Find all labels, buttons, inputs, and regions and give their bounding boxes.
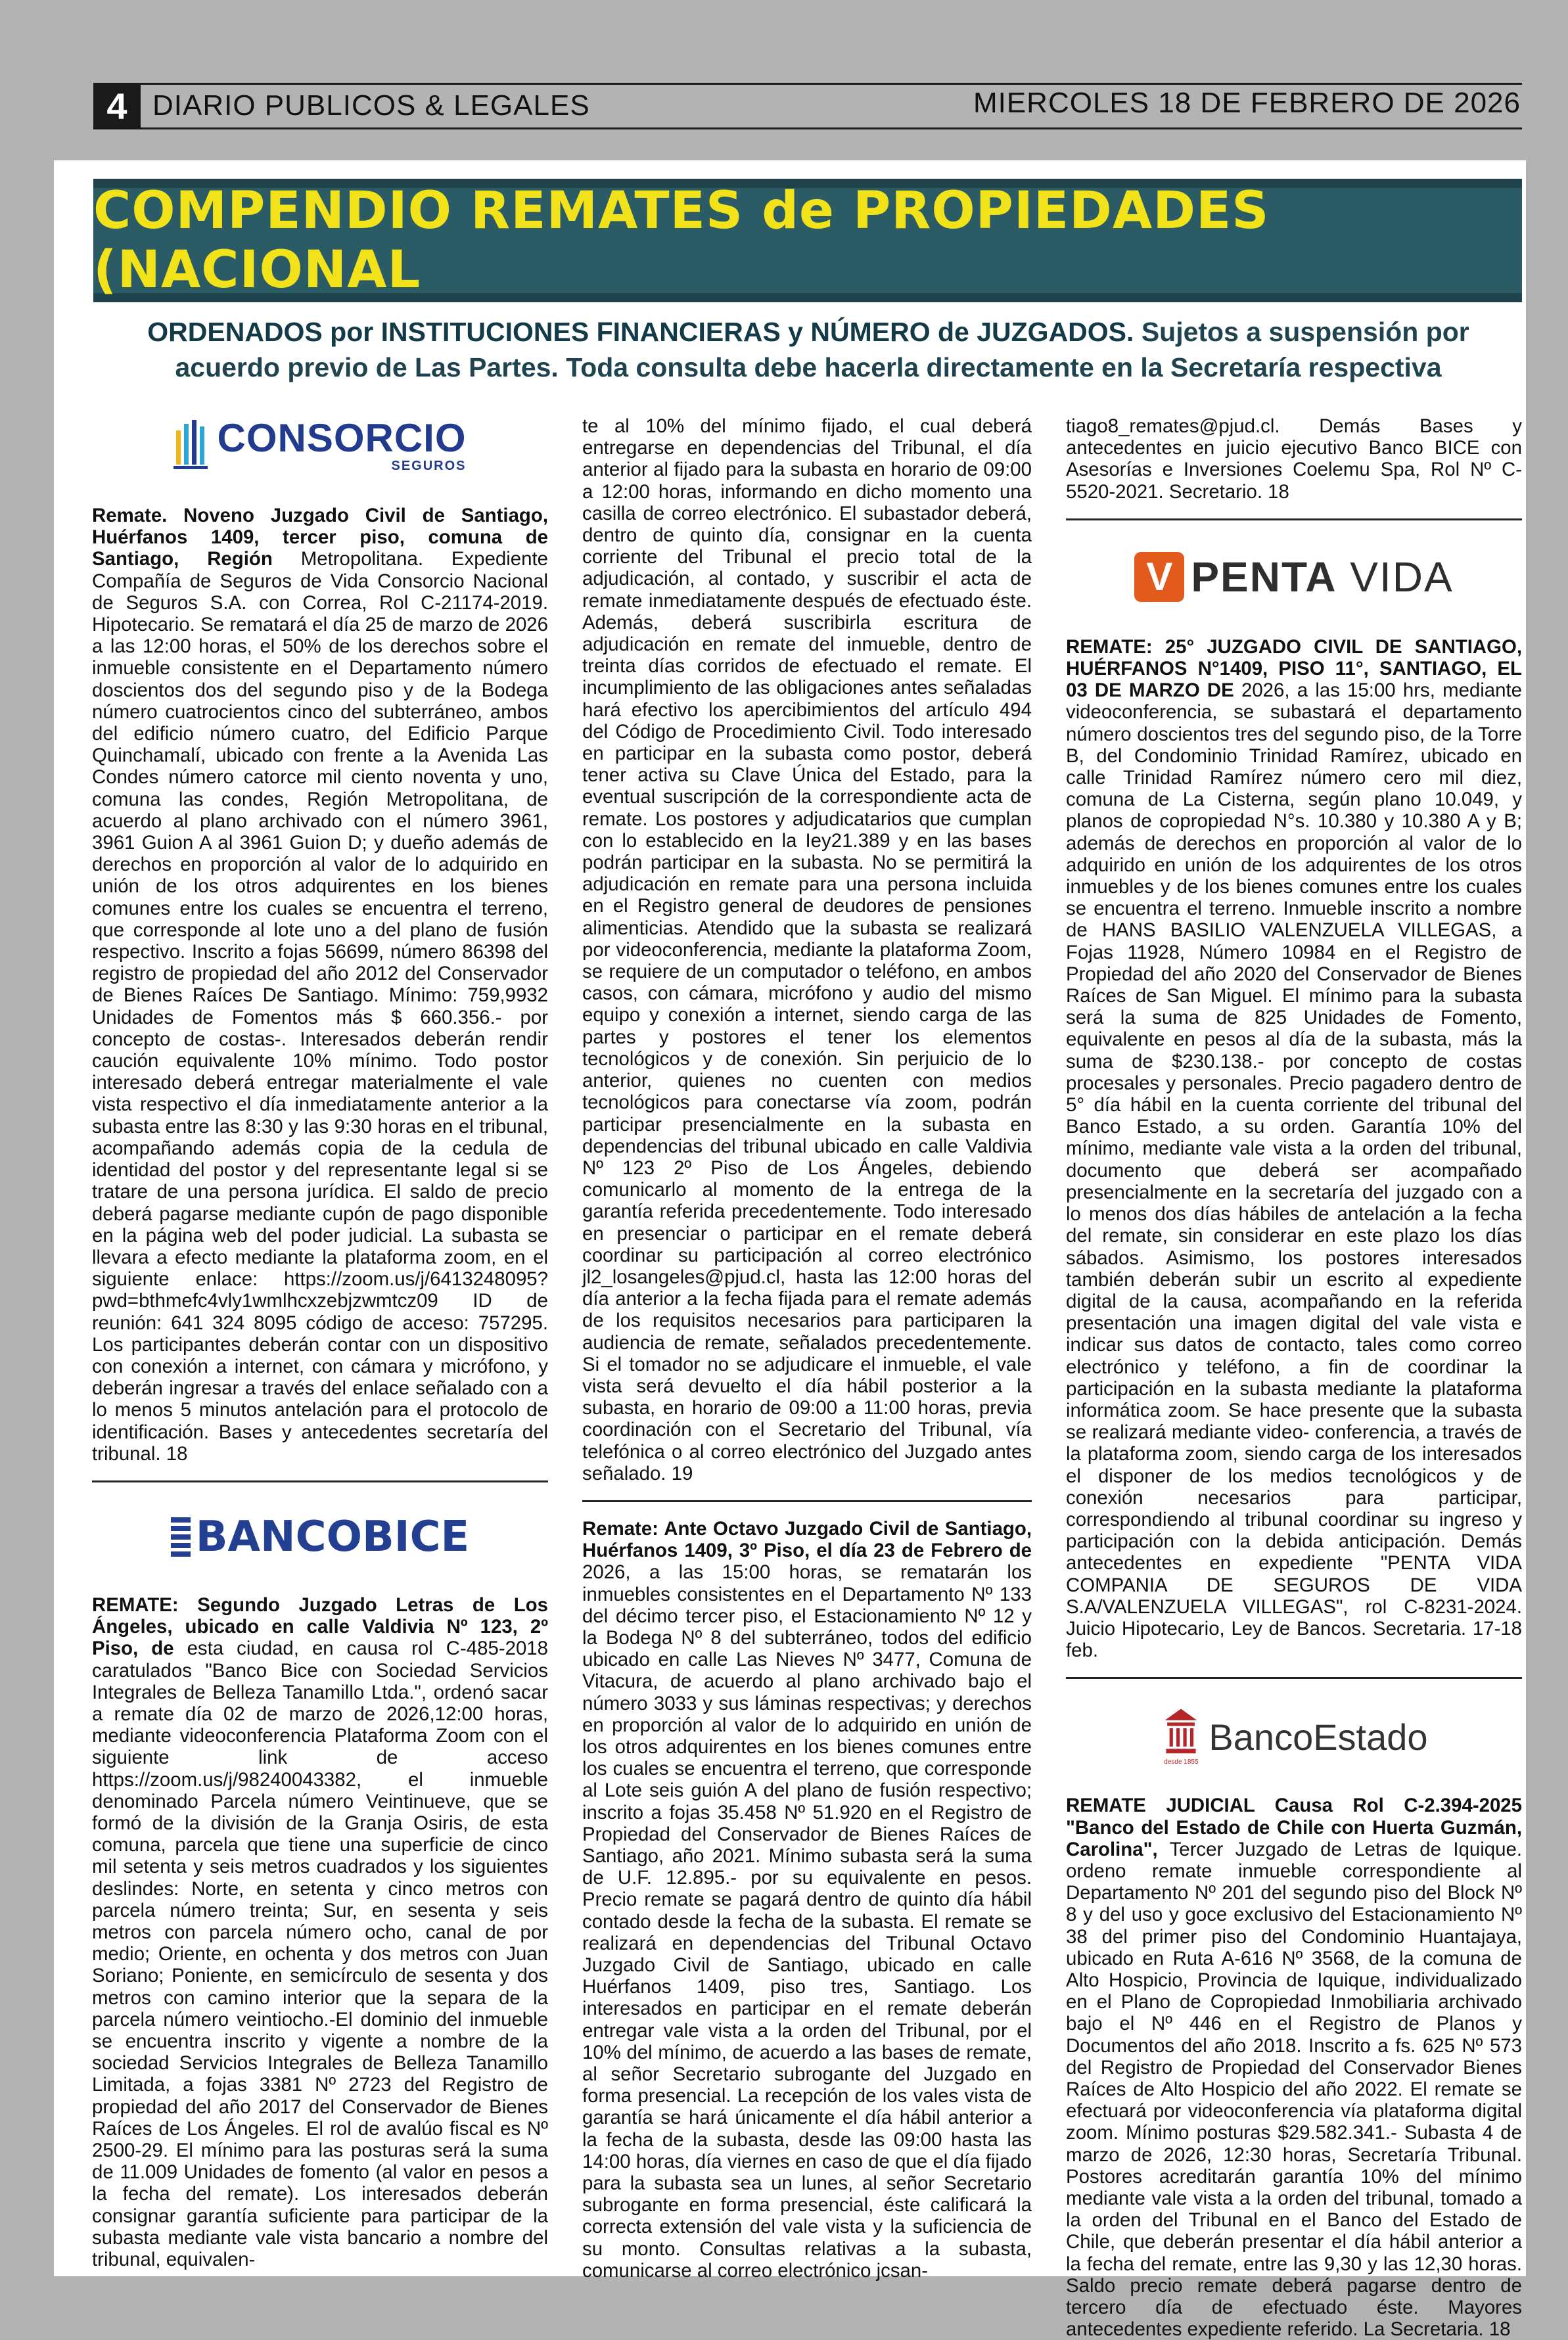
consorcio-columns-icon (173, 419, 210, 472)
notice-octavo-continued: tiago8_remates@pjud.cl. Demás Bases y antecedentes en juicio ejecutivo Banco BICE con Asesorías e Inversiones Coelemu Spa, Rol Nº C-5520-2021. Secretario. 18 (1066, 415, 1522, 503)
divider (92, 1480, 548, 1482)
notice-consorcio (92, 505, 548, 1465)
header-rule-top (93, 83, 1522, 85)
bancoestado-logo-name: BancoEstado (1209, 1716, 1428, 1758)
divider (1066, 1677, 1522, 1679)
page-number: 4 (93, 83, 141, 129)
bancobice-logo-name: BANCOBICE (195, 1512, 470, 1561)
section-title: COMPENDIO REMATES de PROPIEDADES (NACIONAL (93, 181, 1270, 300)
section-banner (93, 179, 1522, 302)
notice-bice-body: esta ciudad, en causa rol C-485-2018 caratulados "Banco Bice con Sociedad Servicios Integrales de Belleza Tanamillo Ltda.", ordenó sacar a remate día 02 de marzo de 2026,12:00 horas, mediante videoconferencia Plataforma Zoom con el siguiente link de acceso https://zoom.us/j/98240043382, el inmueble denominado Parcela número Veintinueve, que se formó de la división de la Granja Osiris, de esta comuna, parcela que tiene una superficie de cinco mil setenta y seis metros cuadrados y los siguientes deslindes: Norte, en setenta y cinco metros con parcela número treinta; Sur, en sesenta y seis metros con parcela número ocho, canal de por medio; Oriente, en ochenta y dos metros con Juan Soriano; Poniente, en semicírculo de sesenta y dos metros con camino interior que la separa de la parcela número veintiocho.-El dominio del inmueble se encuentra inscrito y vigente a nombre de la sociedad Servicios Integrales de Belleza Tanamillo Limitada, a fojas 3381 Nº 2723 del Registro de propiedad del año 2017 del Conservador de Bienes Raíces de Los Ángeles. El rol de avalúo fiscal es Nº 2500-29. El mínimo para las posturas será la suma de 11.009 Unidades de fomento (al valor en pesos a la fecha del remate). Los interesados deberán consignar garantía suficiente para participar de la subasta mediante vale vista bancario a nombre del tribunal, equivalen- (92, 1638, 548, 2271)
bancoestado-logo (1066, 1705, 1522, 1768)
notice-octavo (582, 1518, 1032, 2282)
notice-bice-continued: te al 10% del mínimo fijado, el cual deberá entregarse en dependencias del Tribunal, el día anterior al fijado para la subasta en horario de 09:00 a 12:00 horas, informando en dicho momento una casilla de correo electrónico. El subastador deberá, dentro de quinto día, consignar en la cuenta corriente del Tribunal el precio total de la adjudicación, al contado, y suscribir el acta de remate inmediatamente después de efectuado éste. Además, deberá suscribirla escritura de adjudicación en remate del inmueble, dentro de treinta días corridos de efectuado el remate. El incumplimiento de las obligaciones antes señaladas hará efectivo los apercibimientos del artículo 494 del Código de Procedimiento Civil. Todo interesado en participar en la subasta como postor, deberá tener activa su Clave Única del Estado, para la eventual suscripción de la correspondiente acta de remate. Los postores y adjudicatarios que cumplan con lo establecido en la Iey21.389 y en las bases podrán participar en la subasta. No se permitirá la adjudicación en remate para una persona incluida en el Registro general de deudores de pensiones alimenticias. Atendido que la subasta se realizará por videoconferencia, mediante la plataforma Zoom, se requiere de un computador o teléfono, en ambos casos, con cámara, micrófono y audio del mismo equipo y conexión a internet, siendo carga de las partes y postores el tener los elementos tecnológicos y de conexión. Sin perjuicio de lo anterior, quienes no cuenten con medios tecnológicos para conectarse vía zoom, podrán participar presencialmente en la subasta en dependencias del tribunal ubicado en calle Valdivia Nº 123 2º Piso de Los Ángeles, debiendo comunicarlo al momento de la entrega de la garantía referida precedentemente. Todo interesado en presenciar o participar en el remate deberá coordinar su participación al correo electrónico jl2_losangeles@pjud.cl, hasta las 12:00 horas del día anterior a la fecha fijada para el remate además de los requisitos necesarios para participaren la audiencia de remate, señalados precedentemente. Si el tomador no se adjudicare el inmueble, el vale vista será devuelto el día hábil posterior a la subasta, en horario de 09:00 a 11:00 horas, previa coordinación con el Secretario del Tribunal, vía telefónica o al correo electrónico del Juzgado antes señalado. 19 (582, 415, 1032, 1484)
notice-bancoestado-lead: REMATE JUDICIAL Causa Rol C-2.394-2025 "Banco del Estado de Chile con Huerta Guzmán, Carolina", (1066, 1795, 1522, 1860)
column-3 (1066, 415, 1522, 2340)
issue-date: MIERCOLES 18 DE FEBRERO DE 2026 (973, 87, 1521, 119)
notice-bancoestado-body: Tercer Juzgado de Letras de Iquique. ordeno remate inmueble correspondiente al Departamento Nº 201 del segundo piso del Block Nº 8 y del uso y goce exclusivo del Estacionamiento Nº 38 del primer piso del Condominio Huantajaya, ubicado en Ruta A-616 Nº 3568, de la comuna de Alto Hospicio, Provincia de Iquique, individualizado en el Plano de Copropiedad Inmobiliaria archivado bajo el Nº 446 en el Registro de Planos y Documentos del año 2018. Inscrito a fs. 625 Nº 573 del Registro de Propiedad del Conservador Bienes Raíces de Alto Hospicio del año 2022. El remate se efectuará por videoconferencia vía plataforma digital zoom. Mínimo posturas $29.582.341.- Subasta 4 de marzo de 2026, 12:30 horas, Secretaría Tribunal. Postores acreditarán garantía 10% del mínimo mediante vale vista a la orden del tribunal, tomado a la orden del Tribunal en el Banco del Estado de Chile, que deberán presentar el día hábil anterior a la fecha del remate, entre las 9,30 y las 12,30 horas. Saldo precio remate deberá pagarse dentro de tercero día de efectuado éste. Mayores antecedentes expediente referido. La Secretaria. 18 (1066, 1838, 1522, 2340)
header-rule-bottom (93, 127, 1522, 129)
notice-octavo-lead: Remate: Ante Octavo Juzgado Civil de Santiago, Huérfanos 1409, 3º Piso, el día 23 de Febrero de (582, 1517, 1032, 1562)
divider (582, 1500, 1032, 1502)
bancobice-logo (92, 1509, 548, 1565)
pentavida-logo-name: PENTA VIDA (1191, 553, 1454, 601)
divider (1066, 518, 1522, 520)
section-subheading (105, 314, 1511, 385)
notice-bice (92, 1594, 548, 2270)
consorcio-logo (92, 415, 548, 476)
consorcio-logo-sub: SEGUROS (391, 458, 467, 473)
notice-octavo-body: 2026, a las 15:00 horas, se rematarán los inmuebles consistentes en el Departamento Nº 133 del décimo tercer piso, el Estacionamiento Nº 12 y la Bodega Nº 8 del subterráneo, todos del edificio ubicado en calle Las Nieves Nº 3477, Comuna de Vitacura, de acuerdo al plano archivado bajo el número 3033 y sus láminas respectivas; y derechos en proporción al valor de lo adquirido en unión de los otros adquirentes en los bienes comunes entre los cuales se encuentra el terreno, que corresponde al Lote seis guión A del plano de fusión respectivo; inscrito a fojas 35.458 Nº 51.920 en el Registro de Propiedad del Conservador de Bienes Raíces de Santiago, año 2021. Mínimo subasta será la suma de U.F. 12.895.- por su equivalente en pesos. Precio remate se pagará dentro de quinto día hábil contado desde la fecha de la subasta. El remate se realizará en dependencias del Tribunal Octavo Juzgado Civil de Santiago, ubicado en calle Huérfanos 1409, piso tres, Santiago. Los interesados en participar en el remate deberán entregar vale vista a la orden del Tribunal, por el 10% del mínimo, de acuerdo a las bases de remate, al señor Secretario subrogante del Juzgado en forma presencial. La recepción de los vales vista de garantía se hará únicamente el día hábil anterior a la fecha de la subasta, desde las 09:00 hasta las 14:00 horas, día viernes en caso de que el día fijado para la subasta sea un lunes, al señor Secretario subrogante en forma presencial, éste calificará la correcta extensión del vale vista y la suficiencia de su monto. Consultas relativas a la subasta, comunicarse al correo electrónico jcsan- (582, 1561, 1032, 2282)
notice-consorcio-lead: Remate. Noveno Juzgado Civil de Santiago, Huérfanos 1409, tercer piso, comuna de Santiago, Región (92, 505, 548, 570)
notice-pentavida-body: 2026, a las 15:00 hrs, mediante videoconferencia, se subastará el departamento número doscientos tres del segundo piso, de la Torre B, del Condominio Trinidad Ramírez, ubicado en calle Trinidad Ramírez número cero mil diez, comuna de La Cisterna, según plano 10.049, y planos de copropiedad N°s. 10.380 y 10.380 A y B; además de derechos en proporción al valor de lo adquirido en unión de los adquirentes de los otros inmuebles y de los bienes comunes entre los cuales se encuentra el terreno. Inmueble inscrito a nombre de HANS BASILIO VALENZUELA VILLEGAS, a Fojas 11928, Número 10984 en el Registro de Propiedad del año 2020 del Conservador de Bienes Raíces de San Miguel. El mínimo para la subasta será la suma de 825 Unidades de Fomento, equivalente en pesos al día de la subasta, más la suma de $230.138.- por concepto de costas procesales y personales. Precio pagadero dentro de 5° día hábil en la cuenta corriente del tribunal del Banco Estado, a su orden. Garantía 10% del mínimo, mediante vale vista a la orden del tribunal, documento que deberá ser acompañado presencialmente en la secretaría del juzgado con a lo menos dos días hábiles de antelación a la fecha del remate, sin considerar en este plazo los días sábados. Asimismo, los postores interesados también deberán subir un escrito al expediente digital de la causa, acompañando en la referida presentación una imagen digital del vale vista e indicar sus datos de contacto, tales como correo electrónico y teléfono, a fin de coordinar la participación en la subasta mediante la plataforma informática zoom. Se hace presente que la subasta se realizará mediante video- conferencia, a través de la plataforma zoom, siendo carga de los interesados el disponer de los medios tecnológicos y de conexión necesarios para participar, correspondiendo al tribunal coordinar su ingreso y participación con la debida anticipación. Demás antecedentes en expediente "PENTA VIDA COMPANIA DE SEGUROS DE VIDA S.A/VALENZUELA VILLEGAS", rol C-8231-2024. Juicio Hipotecario, Ley de Bancos. Secretaria. 17-18 feb. (1066, 679, 1522, 1662)
pentavida-logo (1066, 547, 1522, 607)
column-1 (92, 415, 548, 2270)
notice-pentavida-lead: REMATE: 25° JUZGADO CIVIL DE SANTIAGO, HUÉRFANOS N°1409, PISO 11°, SANTIAGO, EL 03 DE MARZO DE (1066, 635, 1522, 702)
notice-bancoestado (1066, 1795, 1522, 2340)
newspaper-name: DIARIO PUBLICOS & LEGALES (152, 89, 590, 122)
subheading-text: Sujetos a suspensión por acuerdo previo de Las Partes. Toda consulta debe hacerla directamente en la Secretaría respectiva (175, 317, 1469, 382)
notice-bice-lead: REMATE: Segundo Juzgado Letras de Los Ángeles, ubicado en calle Valdivia Nº 123, 2º Piso, de (92, 1594, 548, 1660)
notice-consorcio-body: Metropolitana. Expediente Compañía de Seguros de Vida Consorcio Nacional de Seguros S.A. con Correa, Rol C-21174-2019. Hipotecario. Se rematará el día 25 de marzo de 2026 a las 12:00 horas, el 50% de los derechos sobre el inmueble consistente en el Departamento número doscientos dos del segundo piso y de la Bodega número cuatrocientos cinco del subterráneo, ambos del edificio número cuatro, del Edificio Parque Quinchamalí, ubicado con frente a la Avenida Las Condes número catorce mil ciento noventa y uno, comuna las condes, Región Metropolitana, de acuerdo al plano archivado con el número 3961, 3961 Guion A al 3961 Guion D; y dueño además de derechos en proporción al valor de lo adquirido en unión de los otros adquirentes en los bienes comunes entre los cuales se encuentra el terreno, que corresponde al lote uno a del plano de fusión respectivo. Inscrito a fojas 56699, número 86398 del registro de propiedad del año 2012 del Conservador de Bienes Raíces De Santiago. Mínimo: 759,9932 Unidades de Fomentos más $ 660.356.- por concepto de costas-. Interesados deberán rendir caución equivalente 10% mínimo. Todo postor interesado deberá entregar materialmente el vale vista respectivo el día inmediatamente anterior a la subasta entre las 8:30 y las 9:30 horas en el tribunal, acompañando además copia de la cedula de identidad del postor y del representante legal si se tratare de una persona jurídica. El saldo de precio deberá pagarse mediante cupón de pago disponible en la página web del poder judicial. La subasta se llevara a efecto mediante la plataforma zoom, en el siguiente enlace: https://zoom.us/j/6413248095?pwd=bthmefc4vly1wmlhcxzebjzwmtcz09 ID de reunión: 641 324 8095 código de acceso: 757295. Los participantes deberán contar con un dispositivo con conexión a internet, con cámara y micrófono, y deberán ingresar a través del enlace señalado con a lo menos 5 minutos antelación para el protocolo de identificación. Bases y antecedentes secretaría del tribunal. 18 (92, 548, 548, 1465)
notice-pentavida (1066, 636, 1522, 1662)
bancoestado-building-icon (1160, 1707, 1202, 1767)
bancoestado-logo-tag: desde 1855 (1164, 1758, 1199, 1766)
subheading-emphasis: ORDENADOS por INSTITUCIONES FINANCIERAS y NÚMERO de JUZGADOS. (147, 317, 1134, 347)
consorcio-logo-name: CONSORCIO (217, 415, 467, 460)
bice-stripes-icon (171, 1517, 191, 1557)
pentavida-badge-icon: V (1134, 552, 1184, 602)
column-2 (582, 415, 1032, 2282)
